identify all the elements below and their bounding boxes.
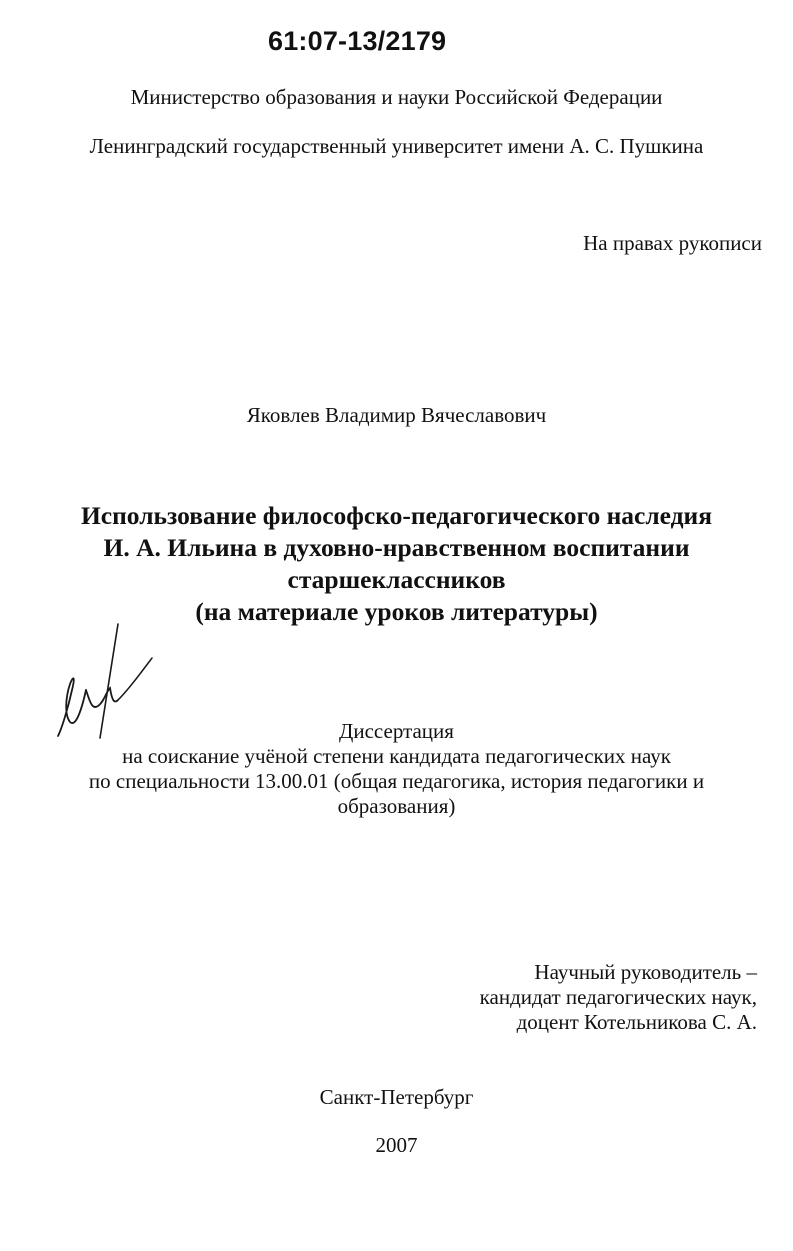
supervisor-line: кандидат педагогических наук, (479, 985, 757, 1009)
title-line: старшеклассников (287, 565, 506, 594)
archive-code: 61:07-13/2179 (268, 26, 447, 56)
dissertation-line: Диссертация (339, 719, 454, 743)
university-name: Ленинградский государственный университет имени А. С. Пушкина (89, 134, 704, 158)
city: Санкт-Петербург (319, 1085, 474, 1109)
year: 2007 (375, 1133, 418, 1157)
supervisor-line: Научный руководитель – (534, 960, 757, 984)
dissertation-title (60, 500, 733, 628)
dissertation-info (60, 719, 733, 819)
signature-stroke (118, 658, 152, 700)
signature-stroke (86, 688, 118, 707)
supervisor-line: доцент Котельникова С. А. (516, 1010, 757, 1034)
title-line: И. А. Ильина в духовно-нравственном воспитании (103, 533, 690, 562)
manuscript-rights-note: На правах рукописи (583, 231, 762, 255)
title-line: (на материале уроков литературы) (195, 597, 598, 626)
author-name: Яковлев Владимир Вячеславович (246, 403, 547, 427)
supervisor-block (480, 960, 757, 1035)
dissertation-line: образования) (337, 794, 456, 818)
title-line: Использование философско-педагогического наследия (80, 501, 713, 530)
dissertation-line: по специальности 13.00.01 (общая педагогика, история педагогики и (88, 769, 705, 793)
dissertation-line: на соискание учёной степени кандидата педагогических наук (122, 744, 671, 768)
ministry-name: Министерство образования и науки Российской Федерации (130, 85, 663, 109)
